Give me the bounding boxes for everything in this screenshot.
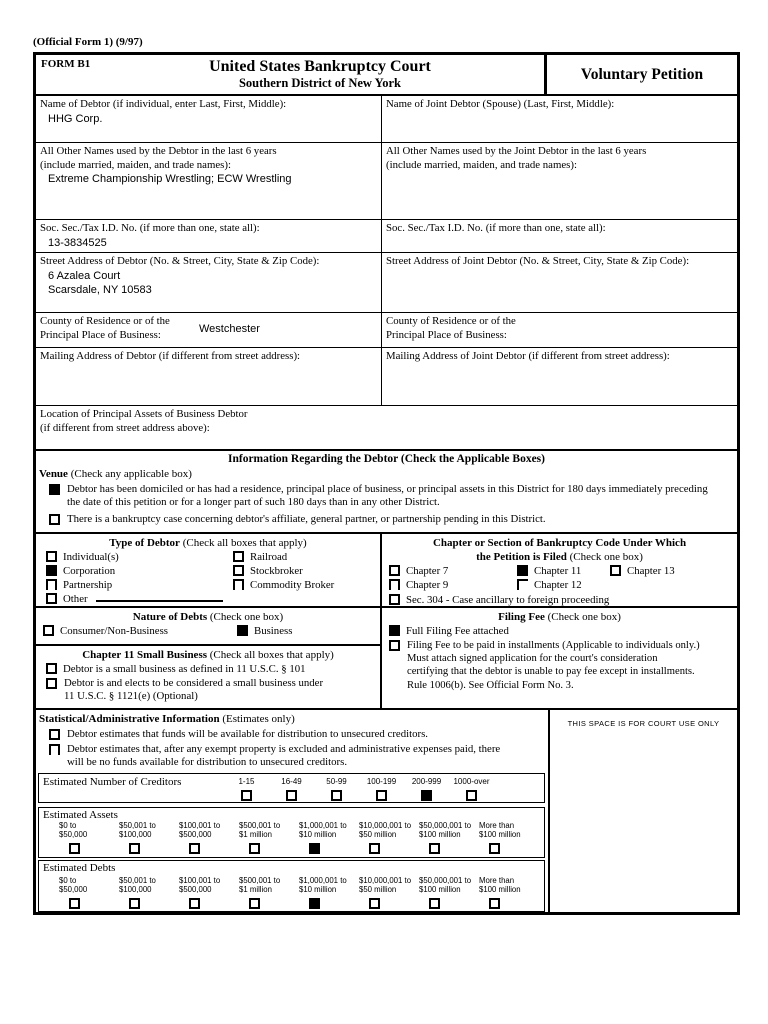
type-of-debtor-title bbox=[36, 536, 380, 550]
filing-fee-line-3: certifying that the debtor is unable to pay fee except in installments. bbox=[407, 666, 695, 678]
chapter-7-label: Chapter 7 bbox=[406, 564, 449, 577]
tax-id-row bbox=[36, 220, 737, 253]
assets-range-line-1: $50,000,001 to bbox=[419, 820, 472, 830]
location-assets-row bbox=[36, 406, 737, 451]
nature-business-label: Business bbox=[254, 624, 293, 637]
creditors-range-1-15 bbox=[224, 774, 269, 802]
debtor-tax-id-value: 13-3834525 bbox=[48, 236, 107, 249]
county-row bbox=[36, 313, 737, 348]
type-item-commodity bbox=[223, 578, 380, 592]
debtor-mailing-cell bbox=[36, 348, 382, 405]
assets-range-line-2: $100,000 bbox=[119, 830, 152, 839]
small-business-item-1 bbox=[36, 662, 380, 676]
court-use-only-box bbox=[548, 710, 737, 912]
debts-range-checkbox-5[interactable] bbox=[309, 898, 320, 909]
assets-range-line-1: More than bbox=[479, 820, 515, 830]
chapter-item-7 bbox=[382, 564, 510, 579]
statistical-left-column bbox=[36, 710, 548, 912]
middle-right-column bbox=[382, 534, 737, 708]
assets-range-line-1: $10,000,001 to bbox=[359, 820, 412, 830]
info-regarding-debtor-section bbox=[36, 451, 737, 534]
debtor-other-names-label-2: (include married, maiden, and trade names): bbox=[40, 158, 231, 171]
smallbiz-defined-checkbox[interactable] bbox=[46, 663, 57, 674]
small-business-item-2 bbox=[36, 677, 380, 703]
type-of-debtor-note: (Check all boxes that apply) bbox=[182, 536, 307, 549]
nature-item-business bbox=[230, 624, 292, 639]
debts-range-line-2: $1 million bbox=[239, 885, 272, 894]
type-other-blank-line bbox=[96, 592, 223, 602]
assets-range-line-1: $1,000,001 to bbox=[299, 820, 347, 830]
filing-fee-full-item bbox=[382, 624, 737, 638]
stat-no-funds-line-2: will be no funds available for distribution to unsecured creditors. bbox=[67, 756, 348, 769]
type-item-corporation bbox=[36, 564, 223, 578]
assets-range-line-1: $50,001 to bbox=[119, 820, 156, 830]
location-assets-label-1: Location of Principal Assets of Business Debtor bbox=[40, 408, 248, 420]
debtor-county-cell bbox=[36, 313, 382, 347]
filing-fee-line-2: Must attach signed application for the court's consideration bbox=[407, 653, 658, 665]
debtor-tax-id-cell bbox=[36, 220, 382, 252]
chapter-12-checkbox[interactable] bbox=[517, 579, 528, 590]
filing-fee-title bbox=[382, 610, 737, 624]
type-item-stockbroker bbox=[223, 564, 380, 578]
venue-pending-case-checkbox[interactable] bbox=[49, 514, 60, 525]
filing-fee-line-4: Rule 1006(b). See Official Form No. 3. bbox=[407, 679, 574, 691]
court-title: United States Bankruptcy Court bbox=[209, 58, 431, 75]
filing-fee-line-1: Filing Fee to be paid in installments (Applicable to individuals only.) bbox=[407, 639, 700, 651]
creditors-range-label: 50-99 bbox=[326, 776, 347, 786]
assets-range-5 bbox=[299, 821, 359, 857]
assets-range-checkbox-1[interactable] bbox=[69, 843, 80, 854]
chapter11-small-business-box bbox=[36, 646, 380, 708]
type-other-label: Other bbox=[63, 592, 88, 605]
debts-range-line-2: $100 million bbox=[419, 885, 461, 894]
debts-range-columns bbox=[39, 876, 544, 912]
other-names-row bbox=[36, 143, 737, 220]
joint-county-label-2: Principal Place of Business: bbox=[386, 328, 507, 341]
estimated-assets-box bbox=[38, 807, 545, 858]
debts-range-3 bbox=[179, 876, 239, 912]
debts-range-line-1: $0 to bbox=[59, 875, 77, 885]
venue-heading bbox=[36, 468, 737, 480]
chapter-section-box bbox=[382, 534, 737, 608]
type-partnership-label: Partnership bbox=[63, 578, 113, 591]
debtor-street-value-1: 6 Azalea Court bbox=[48, 269, 121, 282]
assets-range-line-2: $1 million bbox=[239, 830, 272, 839]
type-of-debtor-columns bbox=[36, 550, 380, 606]
chapter-item-13 bbox=[603, 564, 737, 579]
joint-other-names-label-2: (include married, maiden, and trade names): bbox=[386, 158, 577, 171]
type-item-individual bbox=[36, 550, 223, 564]
small-business-title bbox=[36, 648, 380, 662]
debts-range-checkbox-1[interactable] bbox=[69, 898, 80, 909]
debtor-street-value-2: Scarsdale, NY 10583 bbox=[48, 283, 152, 296]
nature-business-checkbox[interactable] bbox=[237, 625, 248, 636]
debts-range-line-1: $10,000,001 to bbox=[359, 875, 412, 885]
joint-county-label-1: County of Residence or of the bbox=[386, 315, 516, 327]
creditors-range-1000-over bbox=[449, 774, 494, 802]
joint-other-names-cell bbox=[382, 143, 737, 219]
smallbiz-elect-checkbox[interactable] bbox=[46, 678, 57, 689]
type-of-debtor-box bbox=[36, 534, 380, 608]
smallbiz-elect-line-2: 11 U.S.C. § 1121(e) (Optional) bbox=[64, 690, 198, 703]
nature-consumer-label: Consumer/Non-Business bbox=[60, 624, 168, 637]
type-individual-label: Individual(s) bbox=[63, 550, 119, 563]
debts-range-line-1: More than bbox=[479, 875, 515, 885]
filing-fee-full-checkbox[interactable] bbox=[389, 625, 400, 636]
filing-fee-installments-text bbox=[407, 639, 700, 692]
assets-range-6 bbox=[359, 821, 419, 857]
type-individual-checkbox[interactable] bbox=[46, 551, 57, 562]
venue-domiciled-checkbox[interactable] bbox=[49, 484, 60, 495]
nature-title-text: Nature of Debts bbox=[132, 610, 208, 623]
stat-no-funds-text bbox=[67, 743, 500, 769]
stat-no-funds-line-1: Debtor estimates that, after any exempt property is excluded and administrative expenses paid, there bbox=[67, 743, 501, 756]
small-business-title-text: Chapter 11 Small Business bbox=[82, 648, 208, 661]
assets-range-line-2: $100 million bbox=[419, 830, 461, 839]
assets-range-7 bbox=[419, 821, 479, 857]
debtor-name-cell bbox=[36, 96, 382, 142]
debts-range-2 bbox=[119, 876, 179, 912]
filing-fee-installments-checkbox[interactable] bbox=[389, 640, 400, 651]
debtor-name-label: Name of Debtor (if individual, enter Last, First, Middle): bbox=[40, 98, 287, 110]
debtor-name-value: HHG Corp. bbox=[48, 112, 103, 125]
venue-item-domiciled bbox=[36, 483, 737, 510]
assets-range-checkbox-8[interactable] bbox=[489, 843, 500, 854]
debts-range-8 bbox=[479, 876, 539, 912]
assets-range-checkbox-6[interactable] bbox=[369, 843, 380, 854]
debtor-tax-id-label: Soc. Sec./Tax I.D. No. (if more than one, state all): bbox=[40, 222, 260, 234]
mailing-address-row bbox=[36, 348, 737, 406]
debts-range-line-2: $100 million bbox=[479, 885, 521, 894]
nature-note: (Check one box) bbox=[209, 610, 284, 623]
statistical-note: (Estimates only) bbox=[222, 712, 295, 725]
sec-304-checkbox[interactable] bbox=[389, 594, 400, 605]
debtor-street-label: Street Address of Debtor (No. & Street, City, State & Zip Code): bbox=[40, 255, 320, 267]
petition-title: Voluntary Petition bbox=[580, 65, 704, 83]
name-row bbox=[36, 96, 737, 143]
creditors-range-16-49 bbox=[269, 774, 314, 802]
chapter-11-label: Chapter 11 bbox=[534, 564, 582, 577]
assets-range-checkbox-4[interactable] bbox=[249, 843, 260, 854]
assets-range-8 bbox=[479, 821, 539, 857]
creditors-range-checkbox-2[interactable] bbox=[286, 790, 297, 801]
assets-range-3 bbox=[179, 821, 239, 857]
chapter-row-3 bbox=[382, 593, 737, 608]
stat-funds-available-checkbox[interactable] bbox=[49, 729, 60, 740]
assets-range-line-2: $50 million bbox=[359, 830, 397, 839]
nature-of-debts-title bbox=[36, 610, 380, 624]
middle-section bbox=[36, 534, 737, 708]
creditors-range-columns bbox=[224, 774, 494, 802]
type-col-1 bbox=[36, 550, 223, 606]
smallbiz-elect-line-1: Debtor is and elects to be considered a small business under bbox=[64, 676, 324, 689]
debts-range-line-1: $50,001 to bbox=[119, 875, 156, 885]
joint-county-cell bbox=[382, 313, 737, 347]
chapter-title-line-1: Chapter or Section of Bankruptcy Code Under Which bbox=[432, 536, 687, 549]
estimated-debts-label: Estimated Debts bbox=[43, 861, 116, 874]
petition-form bbox=[33, 52, 740, 915]
statistical-title-text: Statistical/Administrative Information bbox=[39, 712, 220, 725]
chapter-7-checkbox[interactable] bbox=[389, 565, 400, 576]
chapter-9-label: Chapter 9 bbox=[406, 579, 449, 592]
type-other-checkbox[interactable] bbox=[46, 593, 57, 604]
chapter-11-checkbox[interactable] bbox=[517, 565, 528, 576]
type-item-other bbox=[36, 592, 223, 606]
stat-funds-available-text: Debtor estimates that funds will be available for distribution to unsecured creditors. bbox=[67, 727, 428, 740]
debts-range-line-2: $50 million bbox=[359, 885, 397, 894]
debts-range-6 bbox=[359, 876, 419, 912]
chapter-title-text: the Petition is Filed bbox=[476, 550, 567, 563]
debts-range-checkbox-7[interactable] bbox=[429, 898, 440, 909]
statistical-section bbox=[36, 708, 737, 912]
chapter-note: (Check one box) bbox=[569, 550, 643, 563]
location-assets-label-2: (if different from street address above): bbox=[40, 421, 210, 434]
smallbiz-defined-label: Debtor is a small business as defined in 11 U.S.C. § 101 bbox=[63, 662, 306, 675]
debts-range-checkbox-6[interactable] bbox=[369, 898, 380, 909]
chapter-item-9 bbox=[382, 578, 510, 593]
creditors-range-50-99 bbox=[314, 774, 359, 802]
assets-range-4 bbox=[239, 821, 299, 857]
debtor-other-names-value: Extreme Championship Wrestling; ECW Wrestling bbox=[48, 173, 292, 185]
debts-range-line-1: $50,000,001 to bbox=[419, 875, 472, 885]
sec-304-label: Sec. 304 - Case ancillary to foreign proceeding bbox=[406, 593, 610, 606]
small-business-note: (Check all boxes that apply) bbox=[209, 648, 334, 661]
joint-street-label: Street Address of Joint Debtor (No. & Street, City, State & Zip Code): bbox=[386, 255, 690, 267]
debtor-county-label-1: County of Residence or of the bbox=[40, 315, 170, 327]
joint-name-cell bbox=[382, 96, 737, 142]
debts-range-line-1: $1,000,001 to bbox=[299, 875, 347, 885]
court-use-only-label: THIS SPACE IS FOR COURT USE ONLY bbox=[567, 718, 720, 728]
joint-mailing-cell bbox=[382, 348, 737, 405]
filing-fee-box bbox=[382, 608, 737, 708]
type-corporation-checkbox[interactable] bbox=[46, 565, 57, 576]
creditors-range-label: 1000-over bbox=[453, 776, 490, 786]
chapter-13-checkbox[interactable] bbox=[610, 565, 621, 576]
debts-range-checkbox-4[interactable] bbox=[249, 898, 260, 909]
creditors-range-100-199 bbox=[359, 774, 404, 802]
creditors-range-checkbox-4[interactable] bbox=[376, 790, 387, 801]
court-district: Southern District of New York bbox=[238, 76, 402, 90]
assets-range-checkbox-2[interactable] bbox=[129, 843, 140, 854]
assets-range-line-2: $10 million bbox=[299, 830, 337, 839]
voluntary-petition-title-box bbox=[544, 55, 737, 94]
debts-range-checkbox-3[interactable] bbox=[189, 898, 200, 909]
type-item-partnership bbox=[36, 578, 223, 592]
creditors-range-checkbox-1[interactable] bbox=[241, 790, 252, 801]
venue-item-pending-case bbox=[36, 513, 737, 527]
assets-range-line-1: $100,001 to bbox=[179, 820, 221, 830]
chapter-item-11 bbox=[510, 564, 603, 579]
chapter-row-1 bbox=[382, 564, 737, 579]
chapter-item-sec304 bbox=[382, 593, 609, 608]
type-commodity-checkbox[interactable] bbox=[233, 579, 244, 590]
creditors-range-label: 1-15 bbox=[238, 776, 255, 786]
filing-fee-title-text: Filing Fee bbox=[498, 610, 545, 623]
filing-fee-note: (Check one box) bbox=[547, 610, 621, 623]
debtor-street-cell bbox=[36, 253, 382, 312]
creditors-range-label: 16-49 bbox=[281, 776, 302, 786]
chapter-item-12 bbox=[510, 578, 603, 593]
debts-range-line-1: $500,001 to bbox=[239, 875, 281, 885]
debtor-mailing-label: Mailing Address of Debtor (if different from street address): bbox=[40, 350, 301, 362]
header-main-cell bbox=[36, 55, 544, 94]
type-partnership-checkbox[interactable] bbox=[46, 579, 57, 590]
debts-range-checkbox-2[interactable] bbox=[129, 898, 140, 909]
type-stockbroker-label: Stockbroker bbox=[250, 564, 303, 577]
middle-left-column bbox=[36, 534, 382, 708]
street-address-row bbox=[36, 253, 737, 313]
debtor-other-names-cell bbox=[36, 143, 382, 219]
info-section-title: Information Regarding the Debtor (Check the Applicable Boxes) bbox=[228, 452, 545, 465]
form-id-label: FORM B1 bbox=[41, 58, 91, 70]
debts-range-checkbox-8[interactable] bbox=[489, 898, 500, 909]
assets-range-line-1: $500,001 to bbox=[239, 820, 281, 830]
assets-range-2 bbox=[119, 821, 179, 857]
debts-range-line-2: $500,000 bbox=[179, 885, 212, 894]
debts-range-7 bbox=[419, 876, 479, 912]
venue-label: Venue bbox=[39, 467, 68, 480]
nature-of-debts-box bbox=[36, 608, 380, 646]
chapter-row-2 bbox=[382, 578, 737, 593]
debts-range-line-1: $100,001 to bbox=[179, 875, 221, 885]
creditors-range-200-999 bbox=[404, 774, 449, 802]
assets-range-line-2: $100 million bbox=[479, 830, 521, 839]
creditors-range-checkbox-6[interactable] bbox=[466, 790, 477, 801]
joint-tax-id-cell bbox=[382, 220, 737, 252]
assets-range-line-2: $500,000 bbox=[179, 830, 212, 839]
nature-consumer-checkbox[interactable] bbox=[43, 625, 54, 636]
debts-range-4 bbox=[239, 876, 299, 912]
debtor-county-value: Westchester bbox=[199, 323, 260, 335]
joint-name-label: Name of Joint Debtor (Spouse) (Last, First, Middle): bbox=[386, 98, 615, 110]
estimated-debts-box bbox=[38, 860, 545, 913]
filing-fee-installments-item bbox=[382, 639, 737, 692]
debtor-county-label-2: Principal Place of Business: bbox=[40, 328, 161, 341]
chapter-13-label: Chapter 13 bbox=[627, 564, 675, 577]
nature-items-row bbox=[36, 624, 380, 639]
estimated-creditors-box bbox=[38, 773, 545, 803]
estimated-creditors-label: Estimated Number of Creditors bbox=[43, 775, 182, 788]
venue-pending-case-text: There is a bankruptcy case concerning debtor's affiliate, general partner, or partnership pending in this District. bbox=[67, 512, 546, 525]
debts-range-line-2: $10 million bbox=[299, 885, 337, 894]
statistical-heading bbox=[36, 712, 548, 726]
creditors-range-checkbox-3[interactable] bbox=[331, 790, 342, 801]
type-item-railroad bbox=[223, 550, 380, 564]
type-col-2 bbox=[223, 550, 380, 606]
joint-other-names-label-1: All Other Names used by the Joint Debtor in the last 6 years bbox=[386, 145, 647, 157]
type-corporation-label: Corporation bbox=[63, 564, 116, 577]
assets-range-1 bbox=[59, 821, 119, 857]
statistical-item-no-funds bbox=[36, 743, 548, 769]
type-of-debtor-title-text: Type of Debtor bbox=[109, 536, 180, 549]
debts-range-5 bbox=[299, 876, 359, 912]
type-railroad-label: Railroad bbox=[250, 550, 288, 563]
creditors-range-checkbox-5[interactable] bbox=[421, 790, 432, 801]
debts-range-1 bbox=[59, 876, 119, 912]
assets-range-checkbox-3[interactable] bbox=[189, 843, 200, 854]
debtor-other-names-label-1: All Other Names used by the Debtor in the last 6 years bbox=[40, 145, 277, 157]
venue-note: (Check any applicable box) bbox=[70, 467, 192, 480]
form-header bbox=[36, 55, 737, 96]
creditors-range-label: 100-199 bbox=[366, 776, 397, 786]
assets-range-checkbox-7[interactable] bbox=[429, 843, 440, 854]
type-stockbroker-checkbox[interactable] bbox=[233, 565, 244, 576]
stat-no-funds-checkbox[interactable] bbox=[49, 744, 60, 755]
chapter-12-label: Chapter 12 bbox=[534, 579, 582, 592]
creditors-range-label: 200-999 bbox=[411, 776, 442, 786]
type-commodity-label: Commodity Broker bbox=[250, 578, 335, 591]
debts-range-line-2: $50,000 bbox=[59, 885, 88, 894]
filing-fee-full-label: Full Filing Fee attached bbox=[406, 624, 509, 637]
assets-range-line-2: $50,000 bbox=[59, 830, 88, 839]
assets-range-line-1: $0 to bbox=[59, 820, 77, 830]
type-railroad-checkbox[interactable] bbox=[233, 551, 244, 562]
chapter-9-checkbox[interactable] bbox=[389, 579, 400, 590]
chapter-title-line-2 bbox=[382, 550, 737, 564]
joint-street-cell bbox=[382, 253, 737, 312]
statistical-item-funds bbox=[36, 728, 548, 741]
joint-mailing-label: Mailing Address of Joint Debtor (if different from street address): bbox=[386, 350, 670, 362]
debts-range-line-2: $100,000 bbox=[119, 885, 152, 894]
nature-item-consumer bbox=[36, 624, 230, 639]
smallbiz-elect-text bbox=[64, 677, 323, 703]
official-form-line: (Official Form 1) (9/97) bbox=[33, 36, 143, 48]
joint-tax-id-label: Soc. Sec./Tax I.D. No. (if more than one, state all): bbox=[386, 222, 606, 234]
estimated-assets-label: Estimated Assets bbox=[43, 808, 118, 821]
assets-range-columns bbox=[39, 821, 544, 857]
assets-range-checkbox-5[interactable] bbox=[309, 843, 320, 854]
venue-domiciled-text: Debtor has been domiciled or has had a residence, principal place of business, or principal assets in this District for 180 days immediately preceding the date of this petition or for a longer part of such 180 days than in any other District. bbox=[67, 482, 708, 509]
